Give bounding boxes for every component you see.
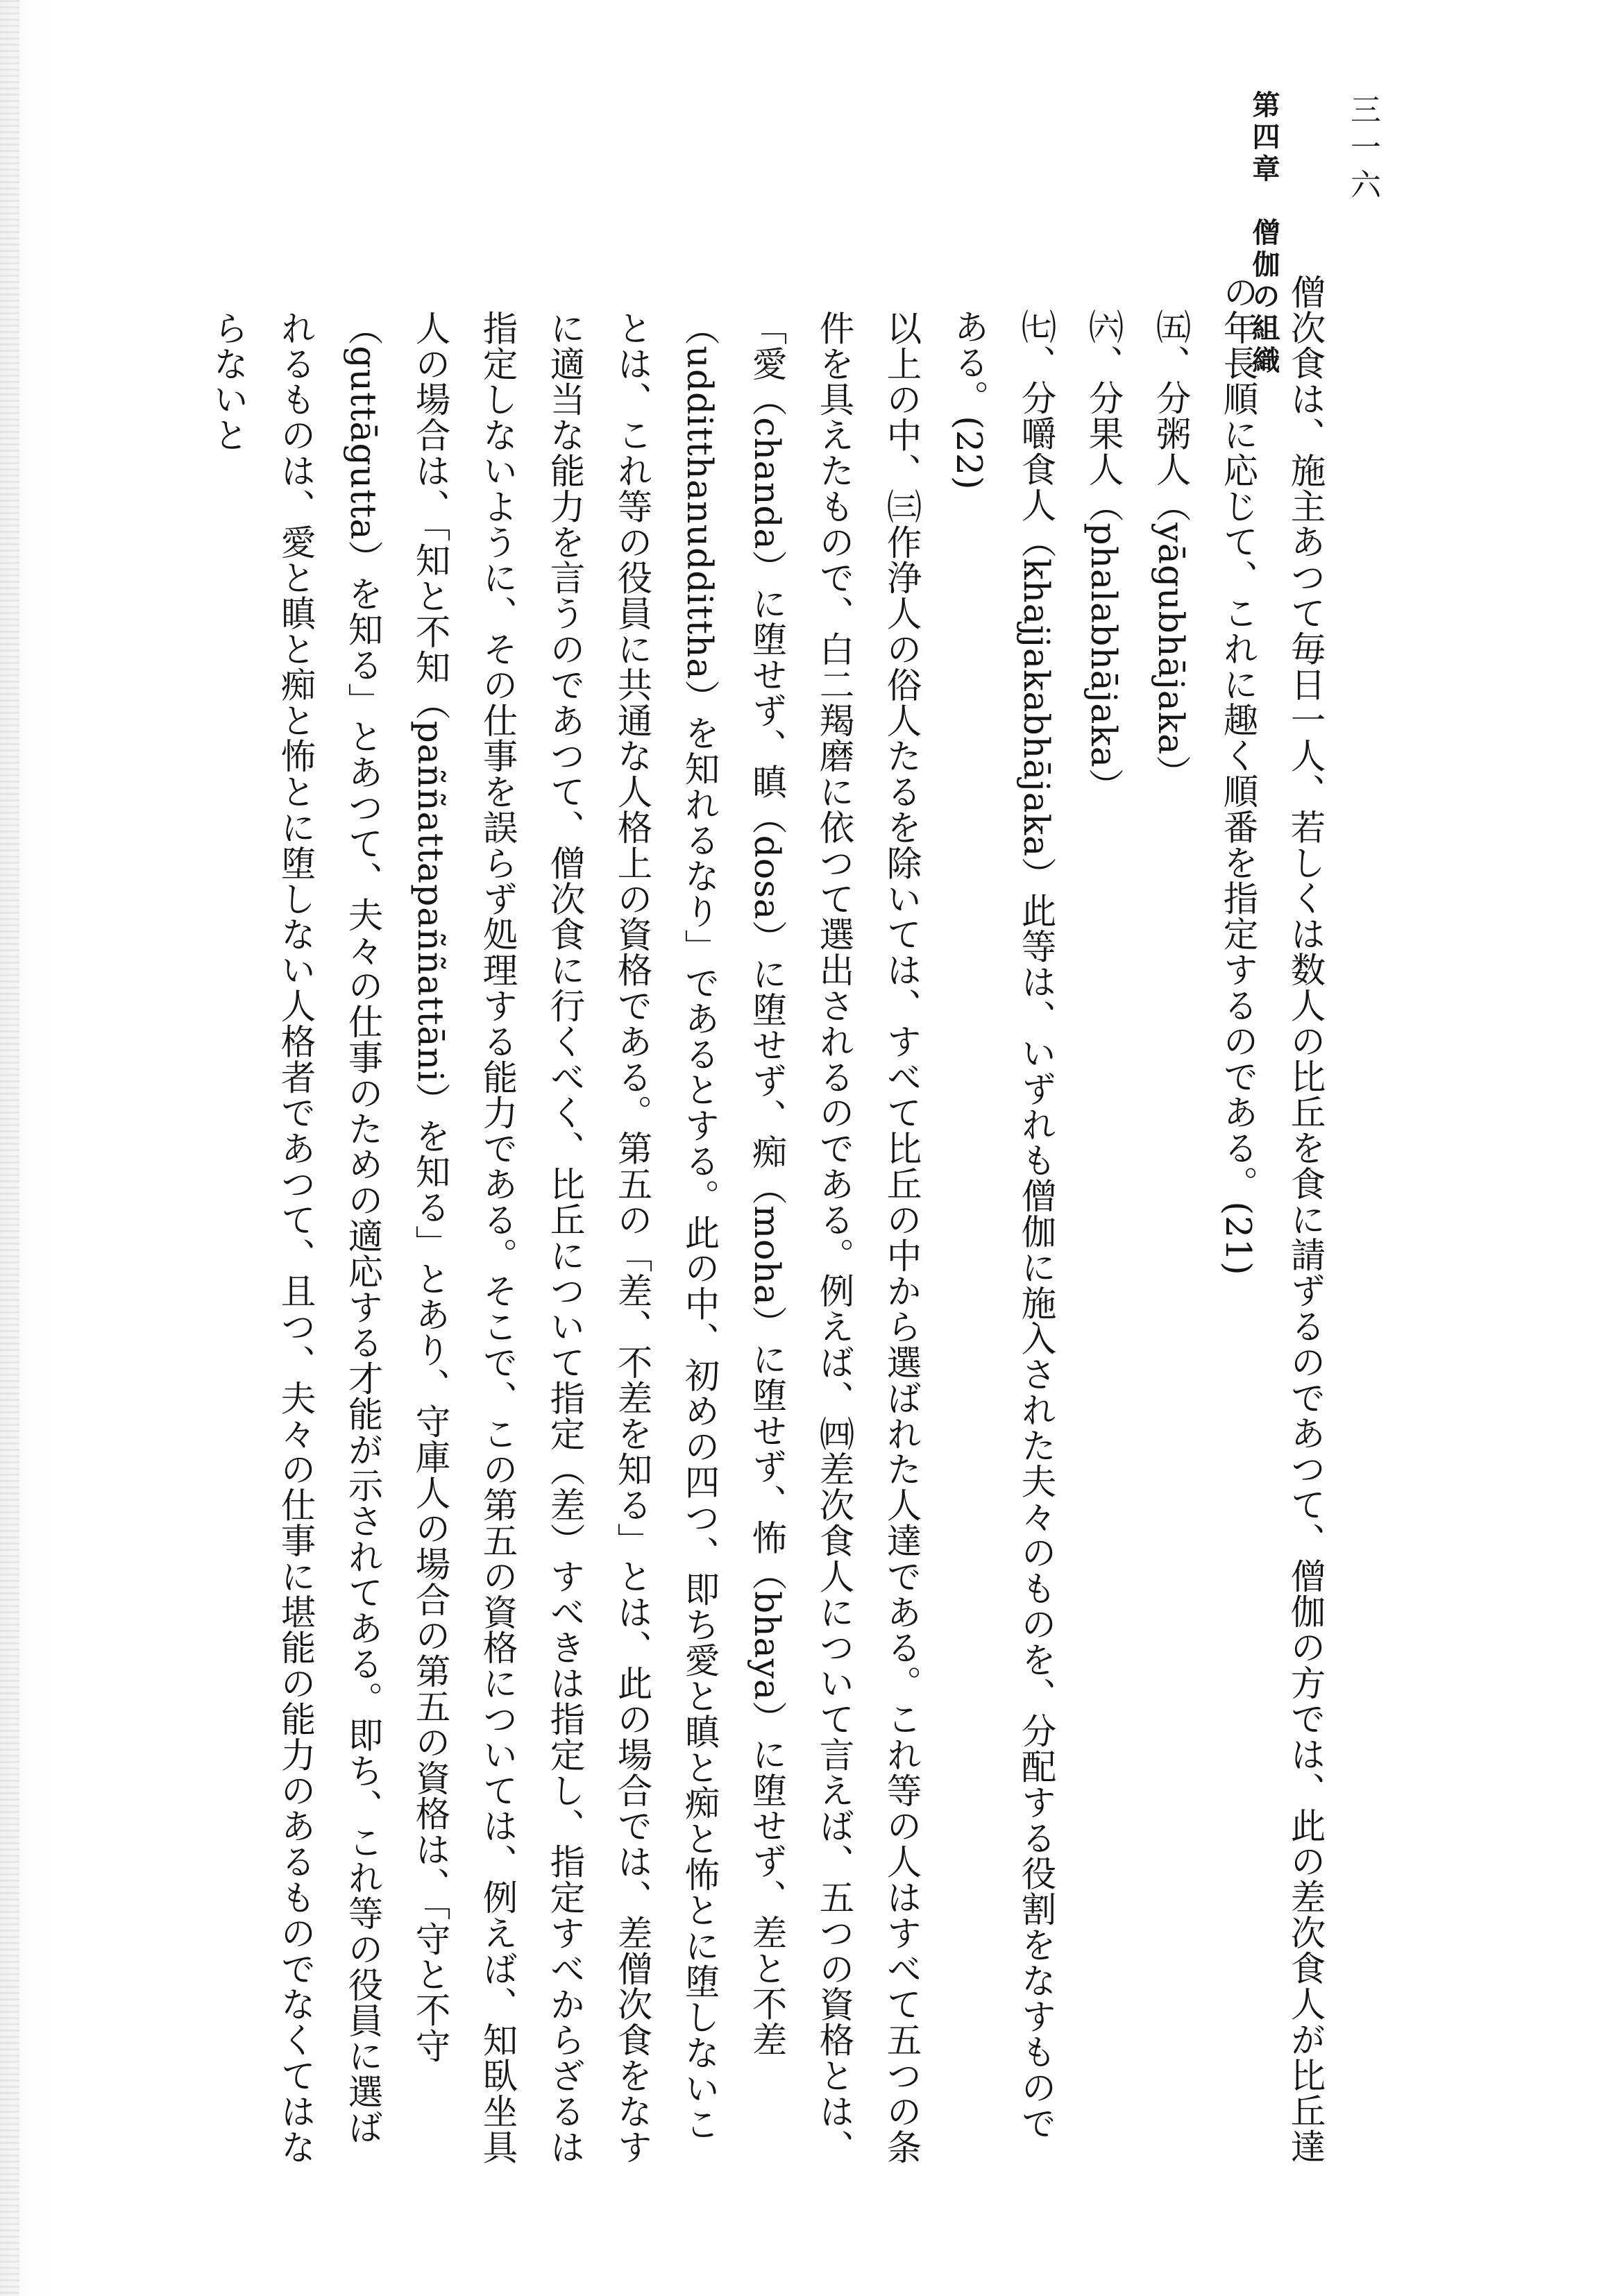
paragraph: 以上の中、㈢作浄人の俗人たるを除いては、すべて比丘の中から選ばれた人達である。これ等の人はすべて五つの条件を具えたもので、白二羯磨に依つて選出されるのである。例えば、㈣差次食人について言えば、五つの資格とは、「愛（chanda）に堕せず、瞋（dosa）に堕せず、痴（moha）に堕せず、怖（bhaya）に堕せず、差と不差（udditthanuddittha）を知れるなり」であるとする。此の中、初めの四つ、即ち愛と瞋と痴と怖とに堕しないことは、これ等の役員に共通な人格上の資格である。第五の「差、不差を知る」とは、此の場合では、差僧次食をなすに適当な能力を言うのであつて、僧次食に行くべく、比丘について指定（差）すべきは指定し、指定すべからざるは指定しないように、その仕事を誤らず処理する能力である。そこで、この第五の資格については、例えば、知臥坐具人の場合は、「知と不知（paññattapaññattāni）を知る」とあり、守庫人の場合の第五の資格は、「守と不守（guttāgutta）を知る」とあつて、夫々の仕事のための適応する才能が示されてある。即ち、これ等の役員に選ばれるものは、愛と瞋と痴と怖とに堕しない人格者であつて、且つ、夫々の仕事に堪能の能力のあるものでなくてはならないと — [208, 310, 922, 2165]
list-item: ㈦、分嚼食人（khajjakabhājaka）此等は、いずれも僧伽に施入された夫々のものを、分配する役割をなすものである。(22) — [949, 309, 1057, 2141]
list-item: ㈤、分粥人（yāgubhājaka） — [1151, 309, 1192, 791]
scan-edge-shadow — [0, 0, 19, 2296]
paragraph: 僧次食は、施主あつて毎日一人、若しくは数人の比丘を食に請ずるのであつて、僧伽の方では、此の差次食人が比丘達の年長順に応じて、これに趣く順番を指定するのである。(21) — [1218, 274, 1326, 2165]
body-text — [208, 274, 1339, 2175]
list-item: ㈥、分果人（phalabhājaka） — [1083, 309, 1124, 804]
running-head: 第四章 僧伽の組織 — [1248, 90, 1280, 377]
page-number: 三一六 — [1345, 94, 1380, 206]
